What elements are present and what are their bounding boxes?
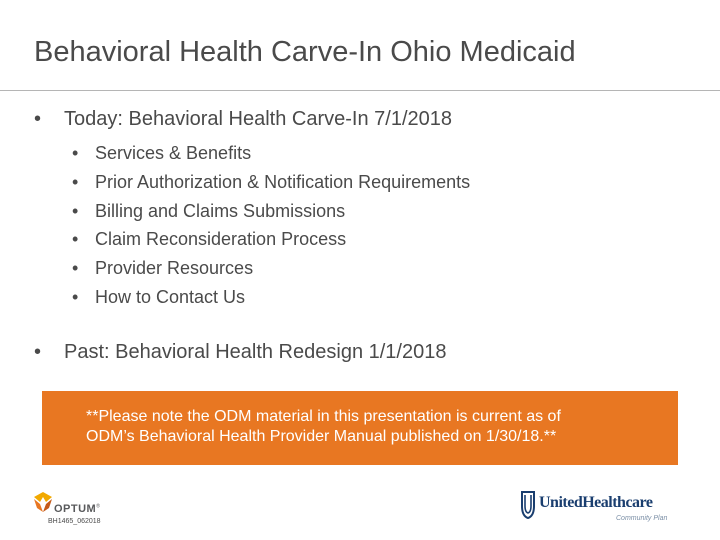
title-divider [0, 90, 720, 91]
note-line-2: ODM’s Behavioral Health Provider Manual published on 1/30/18.** [86, 428, 557, 445]
optum-wordmark: OPTUM® [54, 503, 101, 515]
list-item [72, 283, 470, 312]
bullet-past [34, 341, 446, 364]
bullet-marker: • [72, 286, 79, 307]
sub-item-billing: Billing and Claims Submissions [95, 200, 346, 221]
list-item [72, 225, 470, 254]
uhc-logo [519, 490, 699, 530]
bullet-marker: • [72, 171, 79, 192]
bullet-marker: • [34, 108, 42, 130]
uhc-shield-icon [519, 490, 537, 520]
bullet-marker: • [34, 341, 42, 363]
uhc-wordmark: UnitedHealthcare [539, 494, 653, 511]
today-sublist [72, 139, 470, 312]
sub-item-reconsideration: Claim Reconsideration Process [95, 229, 347, 250]
note-banner [42, 391, 678, 465]
bullet-marker: • [72, 229, 79, 250]
list-item [72, 197, 470, 226]
bullet-today [34, 108, 452, 131]
note-line-1: **Please note the ODM material in this presentation is current as of [86, 408, 561, 425]
uhc-plan-label: Community Plan [616, 515, 668, 522]
bullet-marker: • [72, 258, 79, 279]
sub-item-resources: Provider Resources [95, 258, 254, 279]
slide-title: Behavioral Health Carve-In Ohio Medicaid [34, 36, 576, 68]
list-item [72, 168, 470, 197]
optum-mark-icon [32, 490, 54, 514]
list-item [72, 254, 470, 283]
list-item [72, 139, 470, 168]
sub-item-prior-auth: Prior Authorization & Notification Requirements [95, 171, 471, 192]
sub-item-contact: How to Contact Us [95, 286, 246, 307]
bullet-past-text: Past: Behavioral Health Redesign 1/1/2018 [64, 341, 447, 363]
bullet-today-text: Today: Behavioral Health Carve-In 7/1/2018 [64, 108, 453, 130]
sub-item-services: Services & Benefits [95, 143, 252, 163]
bullet-marker: • [72, 143, 79, 163]
bullet-marker: • [72, 200, 79, 221]
document-code: BH1465_062018 [48, 518, 101, 525]
